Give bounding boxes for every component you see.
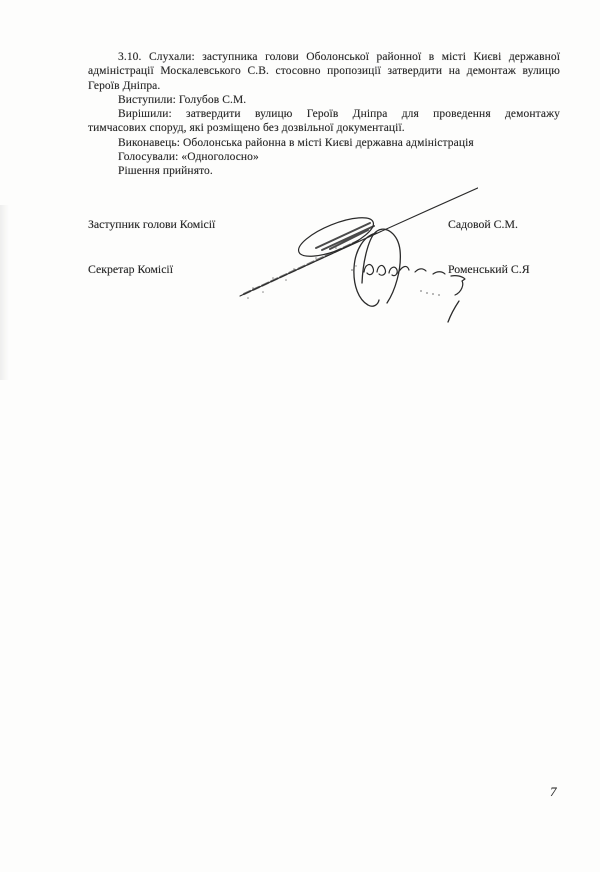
signature-cursive-wave xyxy=(398,266,465,295)
signature-name: Роменський С.Я xyxy=(448,262,530,276)
handwritten-signatures-ink xyxy=(228,172,478,332)
signature-role: Заступник голови Комісії xyxy=(88,217,216,231)
paragraph-vyrishyly-line: Вирішили: затвердити вулицю Героїв Дніпра для проведення демонтажу xyxy=(118,108,560,121)
paragraph-rishennia: Рішення прийнято. xyxy=(118,165,213,178)
signature-cursive-small-loops xyxy=(364,265,397,276)
paragraph-vystupyly: Виступили: Голубов С.М. xyxy=(118,93,247,106)
paragraph-slukhaly-line: Героїв Дніпра. xyxy=(88,79,161,92)
ink-speckles xyxy=(247,247,440,299)
page-number: 7 xyxy=(550,784,557,799)
paragraph-vyrishyly-line: тимчасових споруд, які розміщено без дозвільної документації. xyxy=(88,122,405,135)
paragraph-slukhaly-line: адміністрації Москалевського С.В. стосовно пропозиції затвердити на демонтаж вулицю xyxy=(88,65,560,78)
signature-name: Садовой С.М. xyxy=(448,217,518,231)
scan-edge-shadow xyxy=(0,205,9,380)
paragraph-vykonavets: Виконавець: Оболонська районна в місті Києві державна адміністрація xyxy=(118,136,474,149)
protocol-item-3-10 xyxy=(88,50,560,179)
paragraph-slukhaly-line: 3.10. Слухали: заступника голови Оболонської районної в місті Києві державної xyxy=(118,51,560,63)
paragraph-holosuvaly: Голосували: «Одноголосно» xyxy=(118,151,259,164)
signature-cursive-outer-c xyxy=(354,233,379,306)
signature-descender-slash xyxy=(448,301,459,322)
signature-role: Секретар Комісії xyxy=(88,262,173,276)
